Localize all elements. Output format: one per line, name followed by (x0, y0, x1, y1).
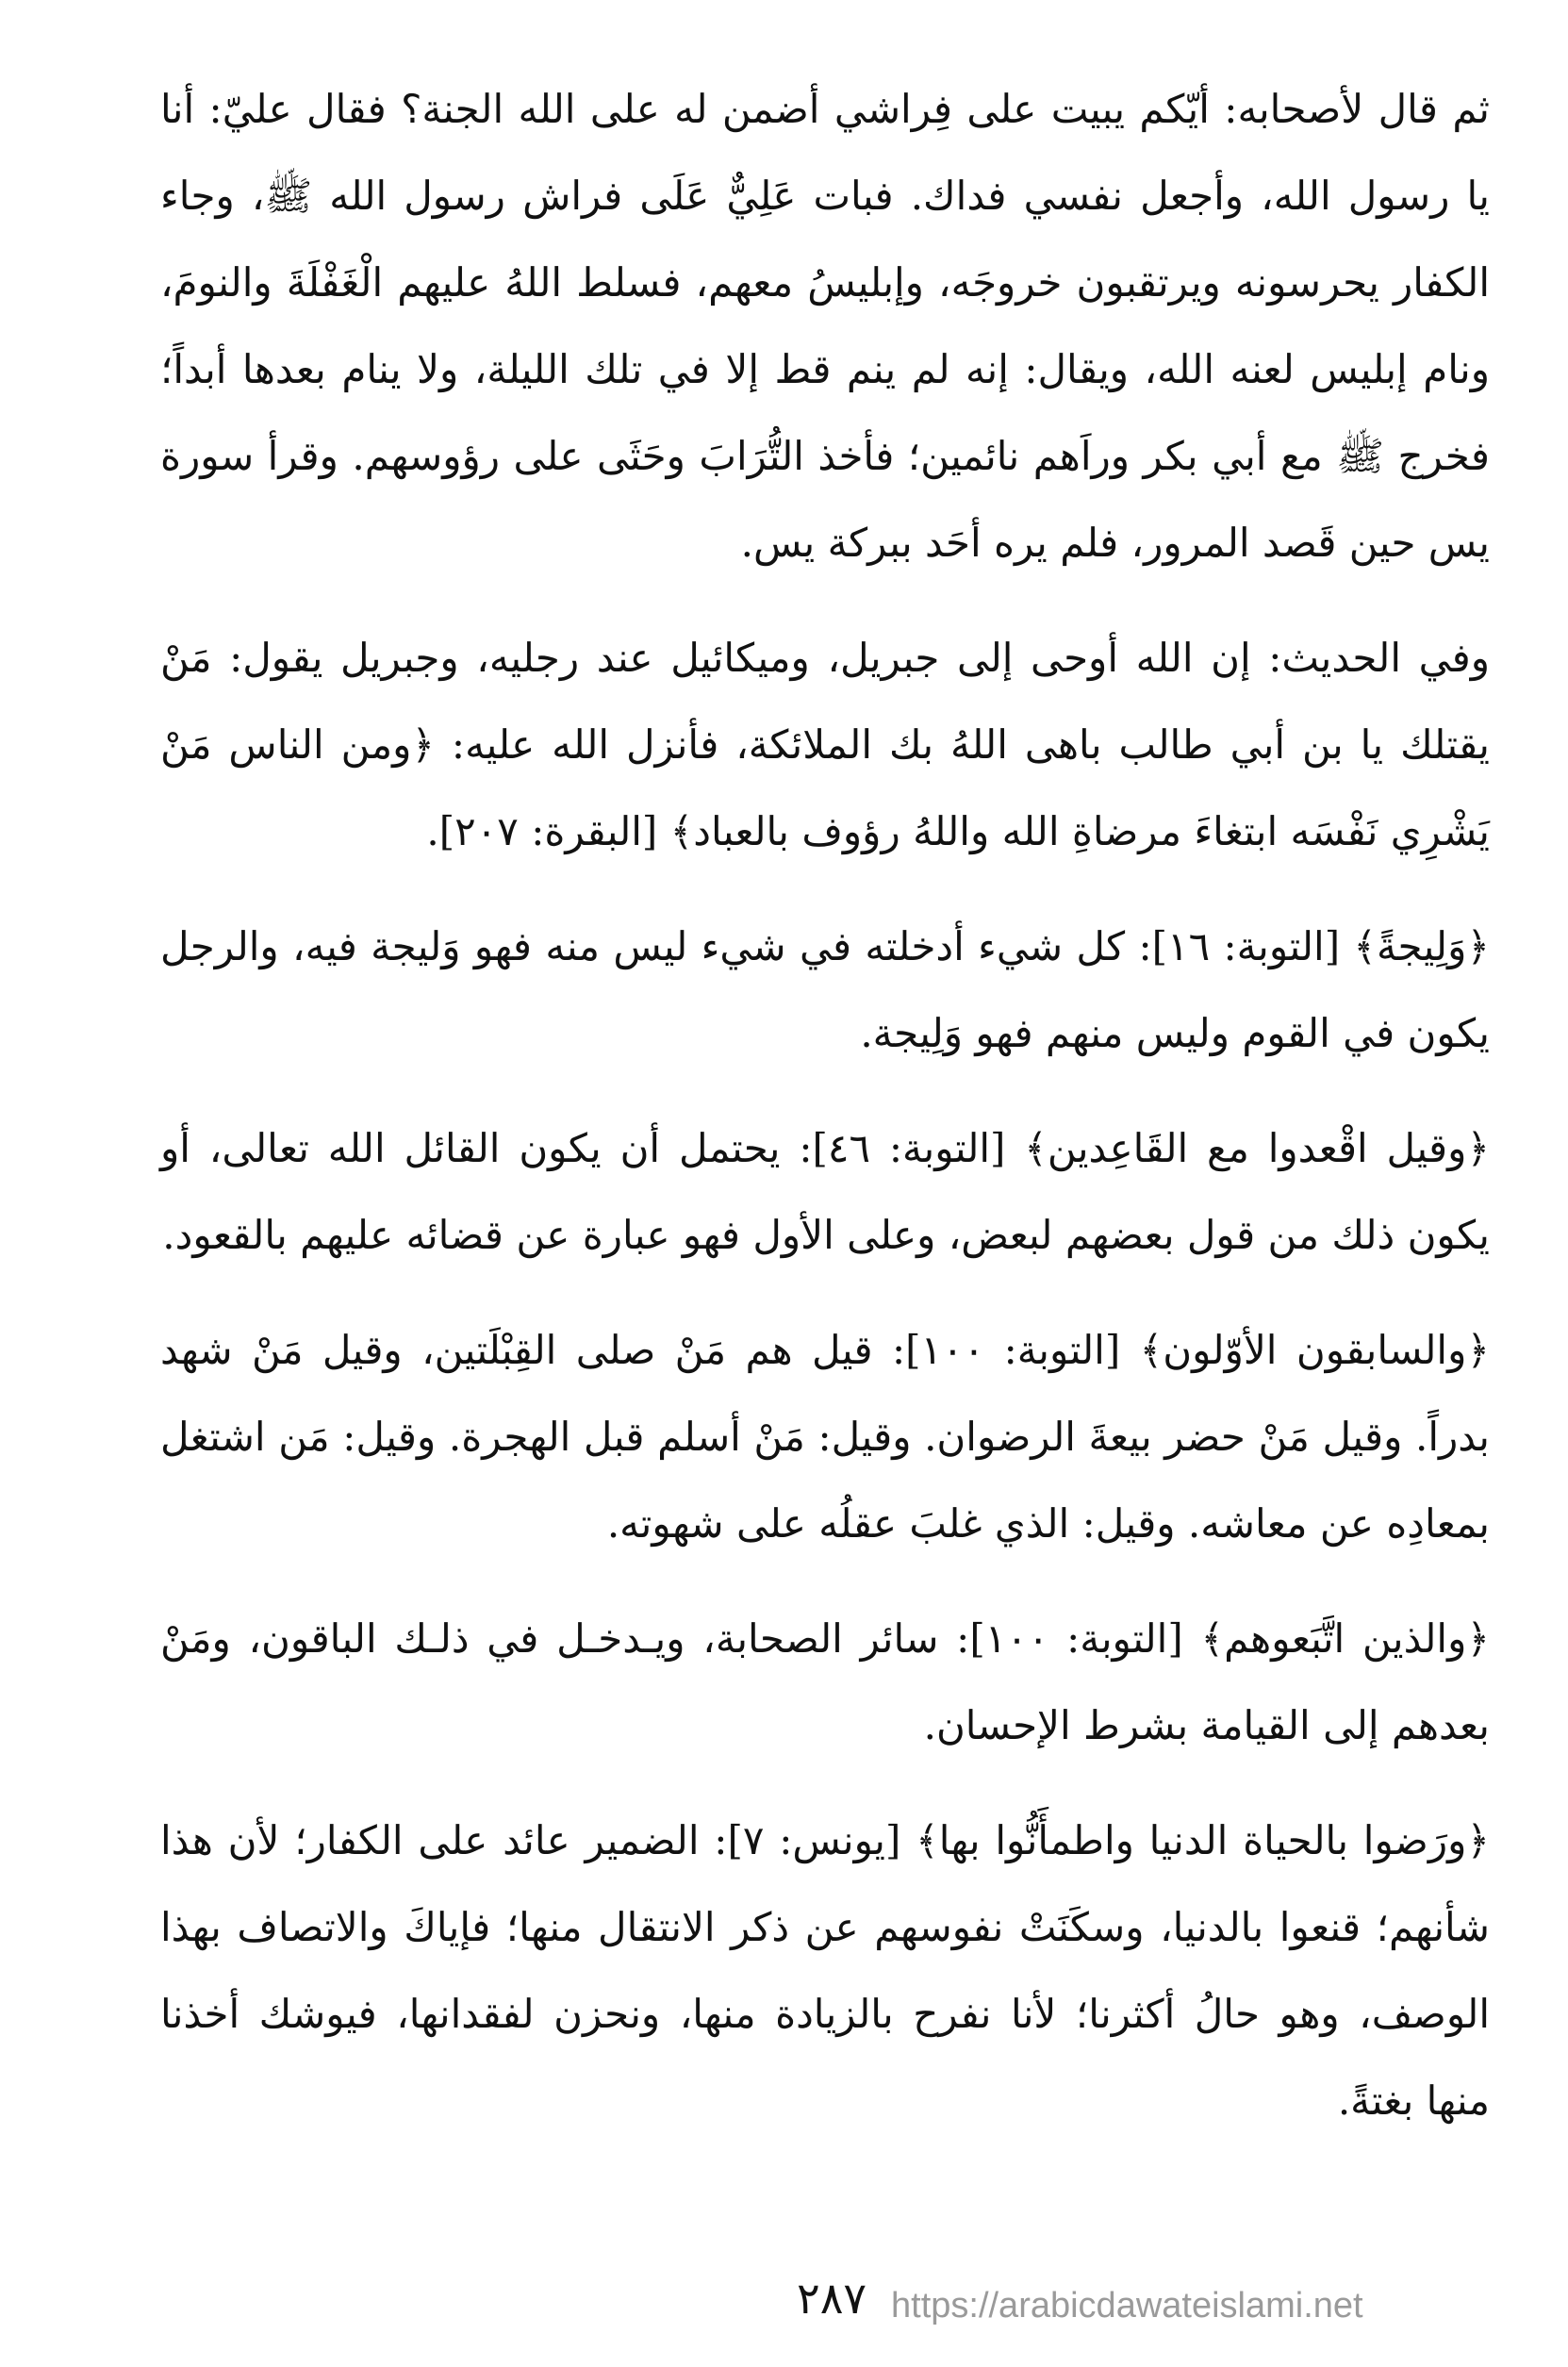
paragraph-1: ثم قال لأصحابه: أيّكم يبيت على فِراشي أضمن له على الله الجنة؟ فقال عليّ: أنا يا رسول الله، وأجعل نفسي فداك. فبات عَلِيٌّ عَلَى فراش رسول الله ﷺ، وجاء الكفار يحرسونه ويرتقبون خروجَه، وإبليسُ معهم، فسلط اللهُ عليهم الْغَفْلَةَ والنومَ، ونام إبليس لعنه الله، ويقال: إنه لم ينم قط إلا في تلك الليلة، ولا ينام بعدها أبداً؛ فخرج ﷺ مع أبي بكر وراَهم نائمين؛ فأخذ التُّرَابَ وحَثَى على رؤوسهم. وقرأ سورة يس حين قَصد المرور، فلم يره أحَد ببركة يس. (160, 86, 1490, 566)
page-footer (0, 2273, 1568, 2348)
page-number: ٢٨٧ (797, 2273, 867, 2324)
paragraph-4: ﴿وقيل اقْعدوا مع القَاعِدين﴾ [التوبة: ٤٦]: يحتمل أن يكون القائل الله تعالى، أو يكون ذلك من قول بعضهم لبعض، وعلى الأول فهو عبارة عن قضائه عليهم بالقعود. (160, 1125, 1490, 1258)
paragraph-7: ﴿ورَضوا بالحياة الدنيا واطمأَنُّوا بها﴾ [يونس: ٧]: الضمير عائد على الكفار؛ لأن هذا شأنهم؛ قنعوا بالدنيا، وسكَنَتْ نفوسهم عن ذكر الانتقال منها؛ فإياكَ والاتصاف بهذا الوصف، وهو حالُ أكثرنا؛ لأنا نفرح بالزيادة منها، ونحزن لفقدانها، فيوشك أخذنا منها بغتةً. (160, 1817, 1490, 2124)
watermark-url: https://arabicdawateislami.net (891, 2286, 1363, 2326)
paragraph-3: ﴿وَلِيجةً﴾ [التوبة: ١٦]: كل شيء أدخلته في شيء ليس منه فهو وَليجة فيه، والرجل يكون في القوم وليس منهم فهو وَلِيجة. (160, 923, 1490, 1056)
paragraph-5: ﴿والسابقون الأوّلون﴾ [التوبة: ١٠٠]: قيل هم مَنْ صلى القِبْلَتين، وقيل مَنْ شهد بدراً. وقيل مَنْ حضر بيعةَ الرضوان. وقيل: مَنْ أسلم قبل الهجرة. وقيل: مَن اشتغل بمعادِه عن معاشه. وقيل: الذي غلبَ عقلُه على شهوته. (160, 1327, 1490, 1547)
page-body (160, 66, 1490, 2173)
paragraph-6: ﴿والذين اتَّبَعوهم﴾ [التوبة: ١٠٠]: سائر الصحابة، ويـدخـل في ذلـك الباقون، ومَنْ بعدهم إلى القيامة بشرط الإحسان. (160, 1615, 1490, 1748)
paragraph-2: وفي الحديث: إن الله أوحى إلى جبريل، وميكائيل عند رجليه، وجبريل يقول: مَنْ يقتلك يا بن أبي طالب باهى اللهُ بك الملائكة، فأنزل الله عليه: ﴿ومن الناس مَنْ يَشْرِي نَفْسَه ابتغاءَ مرضاةِ الله واللهُ رؤوف بالعباد﴾ [البقرة: ٢٠٧]. (160, 635, 1490, 854)
